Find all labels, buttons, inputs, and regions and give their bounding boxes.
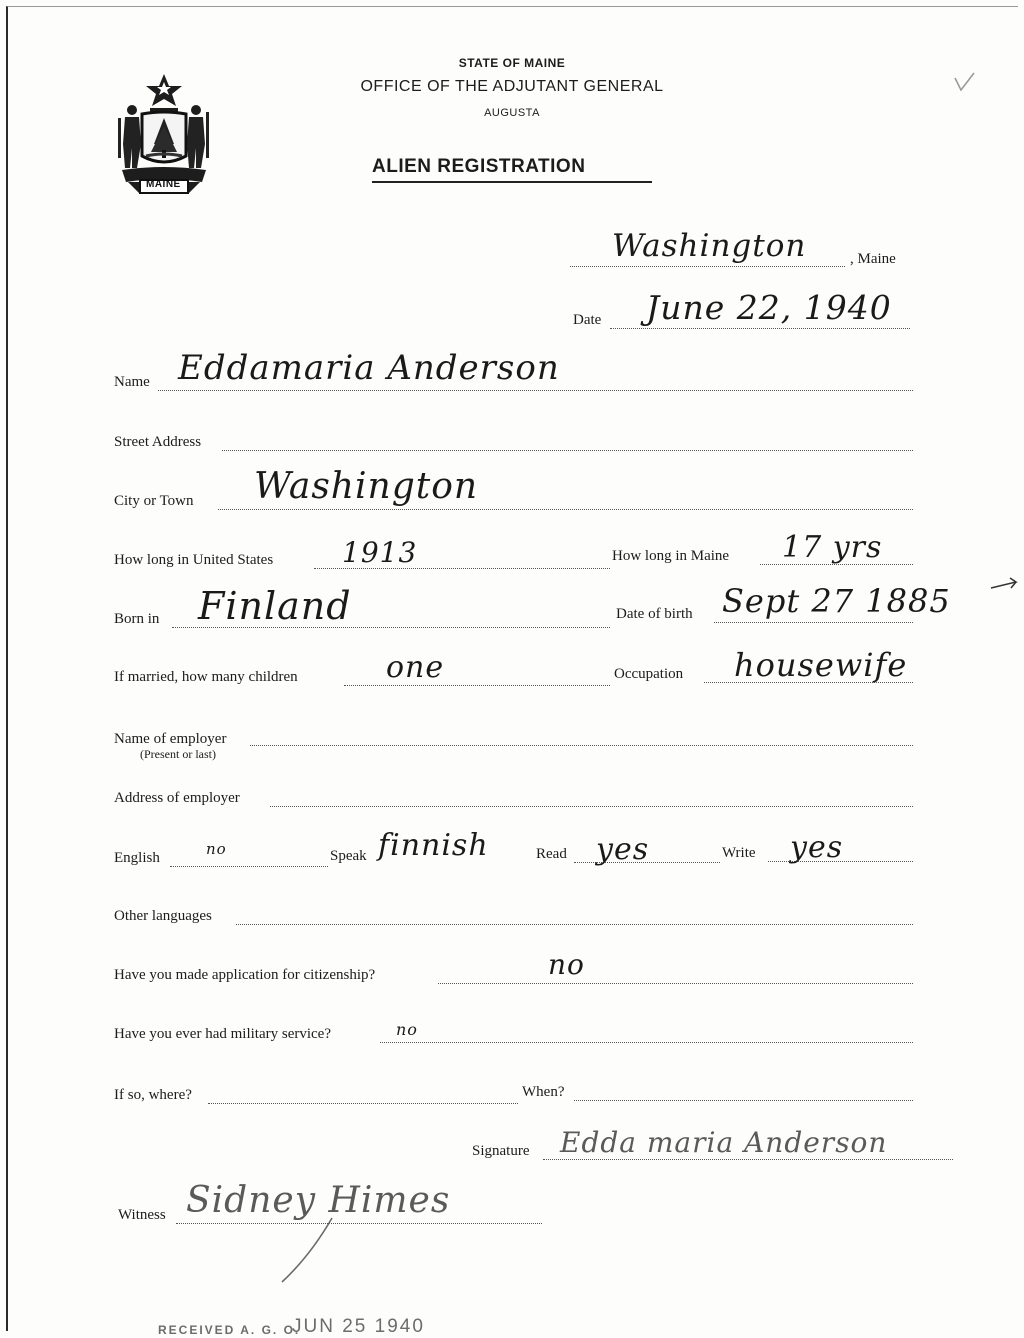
name-label: Name <box>114 374 150 390</box>
other-languages-label: Other languages <box>114 908 212 924</box>
occupation-value: housewife <box>734 646 908 684</box>
military-label: Have you ever had military service? <box>114 1026 331 1042</box>
date-value: June 22, 1940 <box>646 288 892 327</box>
dob-label: Date of birth <box>616 606 693 622</box>
citizenship-value: no <box>548 948 585 981</box>
military-line <box>380 1042 913 1043</box>
check-mark-icon <box>952 70 978 94</box>
seal-label: MAINE <box>146 179 181 190</box>
header-city: AUGUSTA <box>484 107 540 119</box>
citizenship-label: Have you made application for citizenship? <box>114 967 376 983</box>
other-languages-line <box>236 924 913 925</box>
born-label: Born in <box>114 611 160 627</box>
children-label: If married, how many children <box>114 669 298 685</box>
maine-duration-value: 17 yrs <box>782 530 883 565</box>
employer-address-label: Address of employer <box>114 790 240 806</box>
witness-label: Witness <box>118 1207 166 1223</box>
employer-line <box>250 745 913 746</box>
place-suffix: , Maine <box>850 251 896 267</box>
when-line <box>574 1100 913 1101</box>
header-office: OFFICE OF THE ADJUTANT GENERAL <box>360 78 664 95</box>
header-state: STATE OF MAINE <box>458 56 566 70</box>
when-label: When? <box>522 1084 565 1100</box>
street-label: Street Address <box>114 434 202 450</box>
name-line <box>158 390 913 391</box>
city-label: City or Town <box>114 493 194 509</box>
read-label: Read <box>536 846 567 862</box>
english-value: no <box>206 840 227 858</box>
title-underline <box>372 181 652 183</box>
dob-line <box>714 622 913 623</box>
date-line <box>610 328 910 329</box>
write-value: yes <box>790 830 844 865</box>
witness-flourish <box>270 1216 350 1286</box>
signature-value: Edda maria Anderson <box>560 1126 888 1159</box>
where-line <box>208 1103 518 1104</box>
witness-line <box>176 1223 542 1224</box>
place-value: Washington <box>612 228 807 264</box>
write-label: Write <box>722 845 756 861</box>
dob-value: Sept 27 1885 <box>722 582 951 620</box>
children-value: one <box>386 650 445 685</box>
us-duration-label: How long in United States <box>114 552 274 568</box>
english-line <box>170 866 328 867</box>
employer-sublabel: (Present or last) <box>140 747 216 761</box>
employer-address-line <box>270 806 913 807</box>
city-value: Washington <box>254 466 479 507</box>
speak-label: Speak <box>330 848 367 864</box>
street-line <box>222 450 913 451</box>
margin-arrow-icon <box>990 576 1020 592</box>
form-title: ALIEN REGISTRATION <box>372 156 586 177</box>
maine-duration-label: How long in Maine <box>612 548 730 564</box>
read-value: yes <box>596 832 650 867</box>
military-value: no <box>396 1020 418 1039</box>
date-label: Date <box>573 312 602 328</box>
received-stamp: RECEIVED A. G. O. <box>158 1323 301 1337</box>
place-line <box>570 266 845 267</box>
us-duration-value: 1913 <box>342 536 418 569</box>
occupation-label: Occupation <box>614 666 684 682</box>
born-value: Finland <box>198 584 352 628</box>
speak-value: finnish <box>378 828 489 863</box>
witness-value: Sidney Himes <box>186 1180 451 1221</box>
children-line <box>344 685 610 686</box>
received-date: JUN 25 1940 <box>292 1316 425 1337</box>
signature-line <box>543 1159 953 1160</box>
city-line <box>218 509 913 510</box>
english-label: English <box>114 850 160 866</box>
citizenship-line <box>438 983 913 984</box>
name-value: Eddamaria Anderson <box>178 348 560 388</box>
employer-label: Name of employer <box>114 731 227 747</box>
signature-label: Signature <box>472 1143 530 1159</box>
where-label: If so, where? <box>114 1087 192 1103</box>
